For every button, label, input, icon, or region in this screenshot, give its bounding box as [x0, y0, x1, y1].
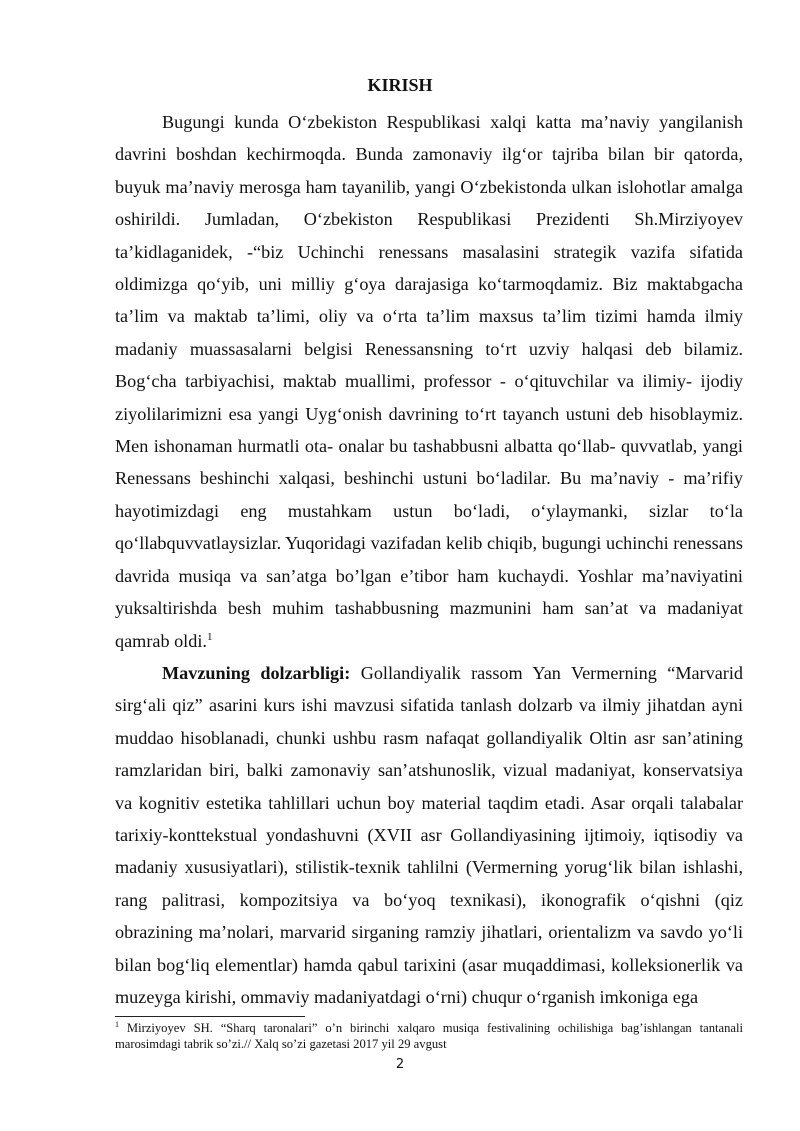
body-text: [115, 106, 743, 1013]
relevance-text: Gollandiyalik rassom Yan Vermerning “Marvarid sirg‘ali qiz” asarini kurs ishi mavzusi sifatida tanlash dolzarb va ilmiy jihatdan ayni muddao hisoblanadi, chunki ushbu rasm nafaqat gollandiyalik Oltin asr san’atining ramzlaridan biri, balki zamonaviy san’atshunoslik, vizual madaniyat, konservatsiya va kognitiv estetika tahlillari uchun boy material taqdim etadi. Asar orqali talabalar tarixiy-konttekstual yondashuvni (XVII asr Gollandiyasining ijtimoiy, iqtisodiy va madaniy xususiyatlari), stilistik-texnik tahlilni (Vermerning yorug‘lik bilan ishlashi, rang palitrasi, kompozitsiya va bo‘yoq texnikasi), ikonografik o‘qishni (qiz obrazining ma’nolari, marvarid sirganing ramziy jihatlari, orientalizm va savdo yo‘li bilan bog‘liq elementlar) hamda qabul tarixini (asar muqaddimasi, kolleksionerlik va muzeyga kirishi, ommaviy madaniyatdagi o‘rni) chuqur o‘rganish imkoniga ega: [115, 662, 743, 1007]
page-number: 2: [395, 1057, 405, 1072]
section-heading: KIRISH: [367, 75, 433, 95]
footnote-text: Mirziyoyev SH. “Sharq taronalari” o’n birinchi xalqaro musiqa festivalining ochilishiga bag’ishlangan tantanali marosimdagi tabrik so’zi.// Xalq so’zi gazetasi 2017 yil 29 avgust: [115, 1021, 743, 1051]
footnote-divider: [115, 1016, 305, 1017]
footnote: [115, 1020, 743, 1052]
relevance-label: Mavzuning dolzarbligi:: [162, 662, 351, 683]
intro-paragraph: [115, 106, 743, 657]
footnote-marker: 1: [115, 1019, 119, 1029]
relevance-paragraph: [115, 657, 743, 1013]
intro-text: Bugungi kunda O‘zbekiston Respublikasi xalqi katta ma’naviy yangilanish davrini boshdan kechirmoqda. Bunda zamonaviy ilg‘or tajriba bilan bir qatorda, buyuk ma’naviy merosga ham tayanilib, yangi O‘zbekistonda ulkan islohotlar amalga oshirildi. Jumladan, O‘zbekiston Respublikasi Prezidenti Sh.Mirziyoyev ta’kidlaganidek, -“biz Uchinchi renessans masalasini strategik vazifa sifatida oldimizga qo‘yib, uni milliy g‘oya darajasiga ko‘tarmoqdamiz. Biz maktabgacha ta’lim va maktab ta’limi, oliy va o‘rta ta’lim maxsus ta’lim tizimi hamda ilmiy madaniy muassasalarni belgisi Renessansning to‘rt uzviy halqasi deb bilamiz. Bog‘cha tarbiyachisi, maktab muallimi, professor - o‘qituvchilar va ilimiy- ijodiy ziyolilarimizni esa yangi Uyg‘onish davrining to‘rt tayanch ustuni deb hisoblaymiz. Men ishonaman hurmatli ota- onalar bu tashabbusni albatta qo‘llab- quvvatlab, yangi Renessans beshinchi xalqasi, beshinchi ustuni bo‘ladilar. Bu ma’naviy - ma’rifiy hayotimizdagi eng mustahkam ustun bo‘ladi, o‘ylaymanki, sizlar to‘la qo‘llabquvvatlaysizlar. Yuqoridagi vazifadan kelib chiqib, bugungi uchinchi renessans davrida musiqa va san’atga bo’lgan e’tibor ham kuchaydi. Yoshlar ma’naviyatini yuksaltirishda besh muhim tashabbusning mazmunini ham san’at va madaniyat qamrab oldi.: [115, 112, 743, 651]
footnote-reference: 1: [206, 630, 213, 643]
